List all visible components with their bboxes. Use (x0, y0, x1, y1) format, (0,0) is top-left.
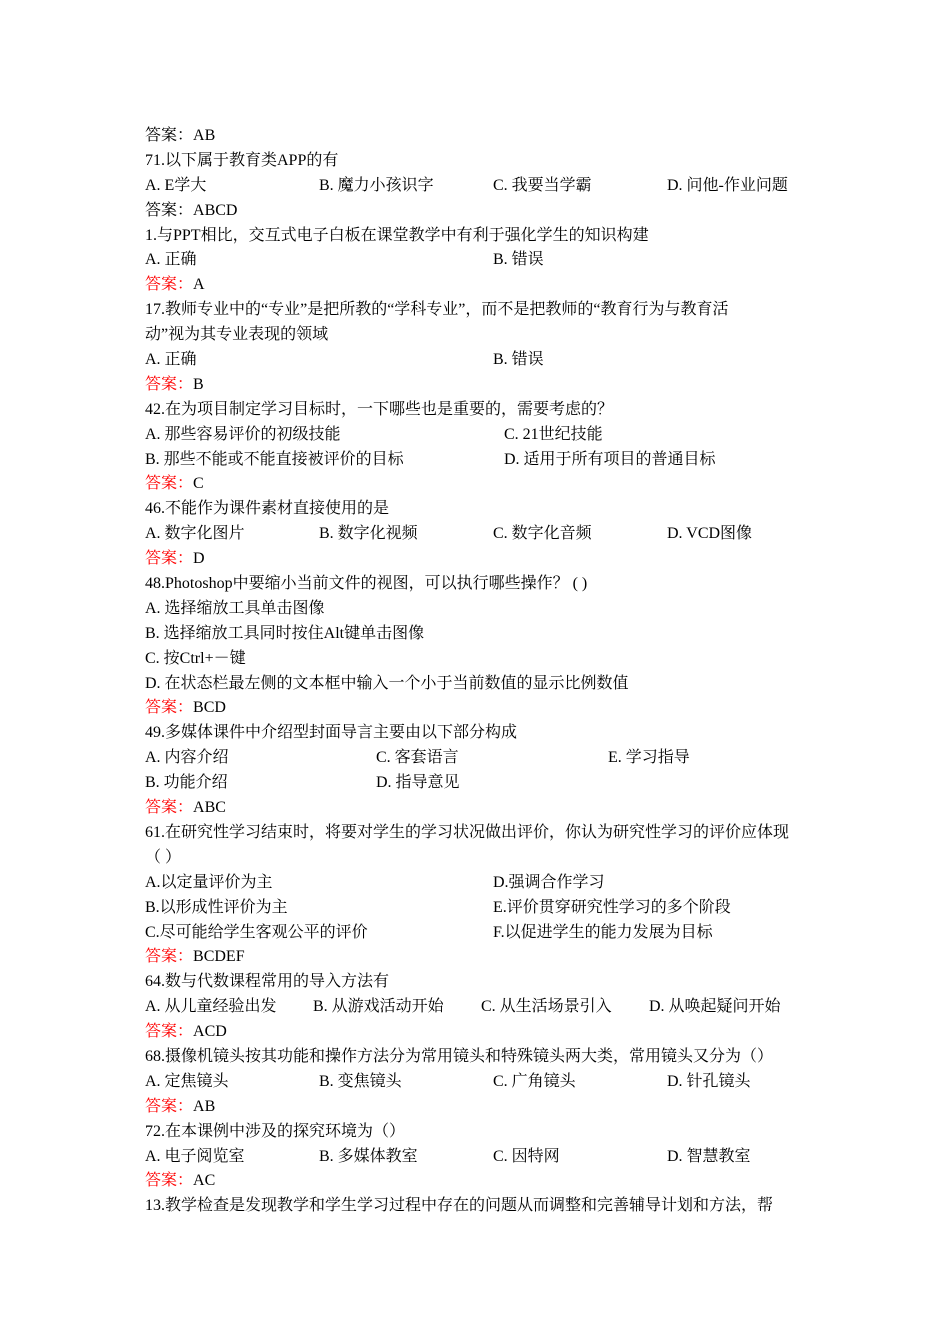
answer-value: C (193, 475, 204, 493)
answer-value: BCD (193, 699, 226, 717)
question-48: 48.Photoshop中要缩小当前文件的视图，可以执行哪些操作？ ( ) (145, 575, 588, 593)
question-64: 64.数与代数课程常用的导入方法有 (145, 973, 390, 991)
option-d: D. 智慧教室 (667, 1147, 751, 1165)
answer-value: ACD (193, 1023, 227, 1041)
option-a: A. 内容介绍 (145, 749, 229, 767)
option-b: B. 变焦镜头 (319, 1072, 402, 1090)
options-61-row-1 (145, 871, 810, 896)
option-a: A. 选择缩放工具单击图像 (145, 599, 325, 617)
answer-line (145, 1169, 810, 1194)
option-a: A. 定焦镜头 (145, 1072, 229, 1090)
question-17-line-2: 动”视为其专业表现的领域 (145, 326, 329, 344)
option-d: D.强调合作学习 (493, 873, 605, 891)
question-61-line-2: （ ） (145, 848, 182, 866)
option-a: A. 正确 (145, 251, 197, 269)
option-b: B. 错误 (493, 251, 544, 269)
question-71: 71.以下属于教育类APP的有 (145, 151, 339, 169)
answer-label: 答案： (145, 1097, 194, 1115)
option-d: D. 从唤起疑问开始 (649, 998, 781, 1016)
answer-line (145, 1020, 810, 1045)
options-49-row-2 (145, 771, 810, 796)
answer-line (145, 124, 810, 149)
option-c: C. 数字化音频 (493, 525, 592, 543)
option-c: C.尽可能给学生客观公平的评价 (145, 923, 368, 941)
option-d: D. 针孔镜头 (667, 1072, 751, 1090)
option-a: A. 数字化图片 (145, 525, 245, 543)
question-1: 1.与PPT相比，交互式电子白板在课堂教学中有利于强化学生的知识构建 (145, 226, 649, 244)
option-e: E. 学习指导 (608, 749, 690, 767)
answer-line (145, 945, 810, 970)
question-61-line-1: 61.在研究性学习结束时，将要对学生的学习状况做出评价，你认为研究性学习的评价应体现 (145, 823, 790, 841)
answer-value: BCDEF (193, 948, 245, 966)
option-c: C. 广角镜头 (493, 1072, 576, 1090)
option-b: B. 魔力小孩识字 (319, 176, 434, 194)
question-46: 46.不能作为课件素材直接使用的是 (145, 500, 390, 518)
options-64 (145, 995, 810, 1020)
option-b: B. 那些不能或不能直接被评价的目标 (145, 450, 404, 468)
answer-line (145, 796, 810, 821)
option-c: C. 我要当学霸 (493, 176, 592, 194)
answer-line (145, 696, 810, 721)
answer-label: 答案： (145, 799, 194, 817)
option-d: D. 适用于所有项目的普通目标 (504, 450, 716, 468)
answer-label: 答案： (145, 550, 194, 568)
answer-line (145, 373, 810, 398)
option-c: C. 21世纪技能 (504, 425, 603, 443)
option-b: B.以形成性评价为主 (145, 898, 288, 916)
option-d: D. 问他-作业问题 (667, 176, 788, 194)
option-c: C. 按Ctrl+－键 (145, 649, 246, 667)
option-b: B. 数字化视频 (319, 525, 418, 543)
answer-label: 答案： (145, 475, 194, 493)
answer-value: ABC (193, 799, 226, 817)
options-61-row-3 (145, 921, 810, 946)
question-42: 42.在为项目制定学习目标时，一下哪些也是重要的，需要考虑的？ (145, 400, 614, 418)
answer-label: 答案： (145, 276, 194, 294)
option-e: E.评价贯穿研究性学习的多个阶段 (493, 898, 731, 916)
options-68 (145, 1070, 810, 1095)
options-42-row-2 (145, 448, 810, 473)
options-49-row-1 (145, 746, 810, 771)
answer-value: AB (193, 1097, 216, 1115)
options-72 (145, 1145, 810, 1170)
option-d: D. 在状态栏最左侧的文本框中输入一个小于当前数值的显示比例数值 (145, 674, 629, 692)
document-body (145, 124, 810, 1219)
option-b: B. 从游戏活动开始 (313, 998, 444, 1016)
option-c: C. 因特网 (493, 1147, 560, 1165)
option-c: C. 从生活场景引入 (481, 998, 612, 1016)
question-13: 13.教学检查是发现教学和学生学习过程中存在的问题从而调整和完善辅导计划和方法，帮 (145, 1197, 774, 1215)
options-46 (145, 522, 810, 547)
option-d: D. VCD图像 (667, 525, 753, 543)
option-a: A.以定量评价为主 (145, 873, 273, 891)
answer-value: D (193, 550, 205, 568)
answer-value: A (193, 276, 205, 294)
answer-label: 答案： (145, 1172, 194, 1190)
option-a: A. 电子阅览室 (145, 1147, 245, 1165)
options-61-row-2 (145, 896, 810, 921)
answer-value: B (193, 375, 204, 393)
option-b: B. 选择缩放工具同时按住Alt键单击图像 (145, 624, 425, 642)
option-b: B. 错误 (493, 351, 544, 369)
question-72: 72.在本课例中涉及的探究环境为（） (145, 1122, 406, 1140)
option-a: A. 那些容易评价的初级技能 (145, 425, 341, 443)
answer-label: 答案： (145, 375, 194, 393)
answer-value: AC (193, 1172, 216, 1190)
options-42-row-1 (145, 423, 810, 448)
option-a: A. E学大 (145, 176, 207, 194)
question-17-line-1: 17.教师专业中的“专业”是把所教的“学科专业”，而不是把教师的“教育行为与教育活 (145, 301, 729, 319)
options-1 (145, 248, 810, 273)
answer-label: 答案： (145, 127, 194, 144)
answer-line (145, 472, 810, 497)
option-c: C. 客套语言 (376, 749, 459, 767)
option-a: A. 从儿童经验出发 (145, 998, 277, 1016)
options-71 (145, 174, 810, 199)
question-49: 49.多媒体课件中介绍型封面导言主要由以下部分构成 (145, 724, 518, 742)
question-68: 68.摄像机镜头按其功能和操作方法分为常用镜头和特殊镜头两大类，常用镜头又分为（） (145, 1047, 774, 1065)
options-17 (145, 348, 810, 373)
answer-line (145, 273, 810, 298)
option-a: A. 正确 (145, 351, 197, 369)
option-f: F.以促进学生的能力发展为目标 (493, 923, 713, 941)
answer-label: 答案： (145, 699, 194, 717)
answer-label: 答案： (145, 948, 194, 966)
answer-line (145, 199, 810, 224)
answer-line (145, 1095, 810, 1120)
option-b: B. 多媒体教室 (319, 1147, 418, 1165)
answer-line (145, 547, 810, 572)
option-d: D. 指导意见 (376, 774, 460, 792)
answer-label: 答案： (145, 201, 194, 219)
answer-value: AB (193, 127, 216, 144)
answer-label: 答案： (145, 1023, 194, 1041)
answer-value: ABCD (193, 201, 238, 219)
option-b: B. 功能介绍 (145, 774, 228, 792)
